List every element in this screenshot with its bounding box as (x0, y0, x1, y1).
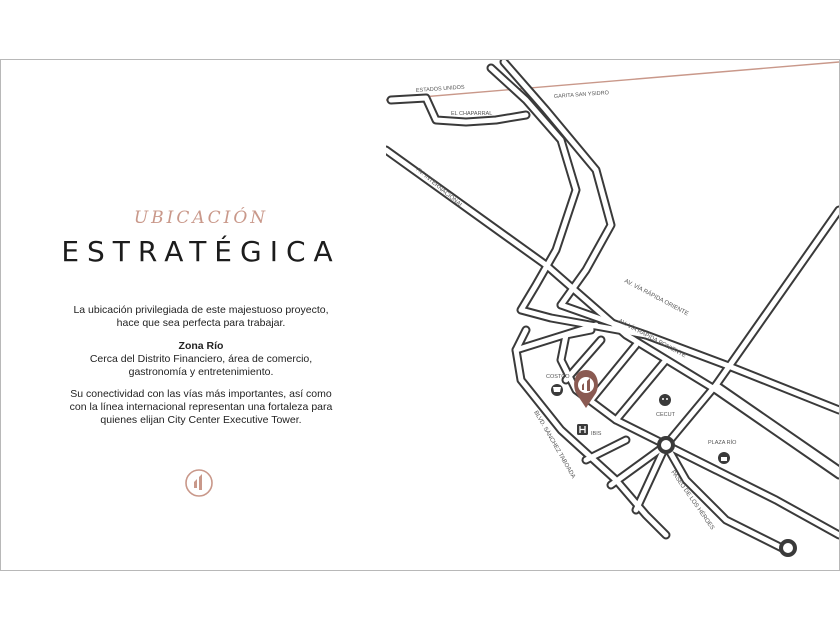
label-paseo-heroes: PASEO DE LOS HÉROES (669, 469, 715, 532)
heading-main: ESTRATÉGICA (61, 235, 341, 268)
label-costco: COSTCO (546, 374, 570, 380)
connectivity-paragraph: Su conectividad con las vías más importantes, así como con la línea internacional representan una fortaleza para quienes elijan City Center Executive Tower. (69, 388, 333, 426)
shopping-cart-icon (551, 384, 563, 396)
theater-icon (659, 394, 671, 406)
heading-script: UBICACIÓN (133, 208, 269, 228)
label-via-oriente: AV. VÍA RÁPIDA ORIENTE (623, 278, 690, 318)
label-garita: GARITA SAN YSIDRO (553, 90, 610, 100)
border-line (386, 62, 839, 100)
label-blvd-sanchez: BLVD. SÁNCHEZ TABOADA (532, 410, 576, 480)
label-estados-unidos: ESTADOS UNIDOS (415, 84, 465, 94)
shopping-bag-icon (718, 452, 730, 464)
label-ibis: IBIS (591, 431, 602, 437)
label-av-internacional: AV. INTERNACIONAL (414, 166, 464, 210)
hotel-icon (577, 424, 588, 435)
zona-rio-title: Zona Río (178, 340, 224, 352)
zona-rio-paragraph: Cerca del Distrito Financiero, área de comercio, gastronomía y entretenimiento. (89, 353, 313, 378)
label-via-poniente: AV. VÍA RÁPIDA PONIENTE (617, 318, 687, 360)
intro-paragraph: La ubicación privilegiada de este majestuoso proyecto, hace que sea perfecta para trabajar. (73, 304, 329, 329)
roads (386, 62, 839, 555)
label-plaza-rio: PLAZA RÍO (708, 440, 737, 446)
text-panel (1, 60, 401, 570)
location-map (386, 60, 839, 570)
label-chaparral: EL CHAPARRAL (451, 111, 493, 117)
brochure-page (0, 59, 840, 571)
label-cecut: CECUT (656, 412, 675, 418)
brand-logo-icon (184, 468, 214, 498)
